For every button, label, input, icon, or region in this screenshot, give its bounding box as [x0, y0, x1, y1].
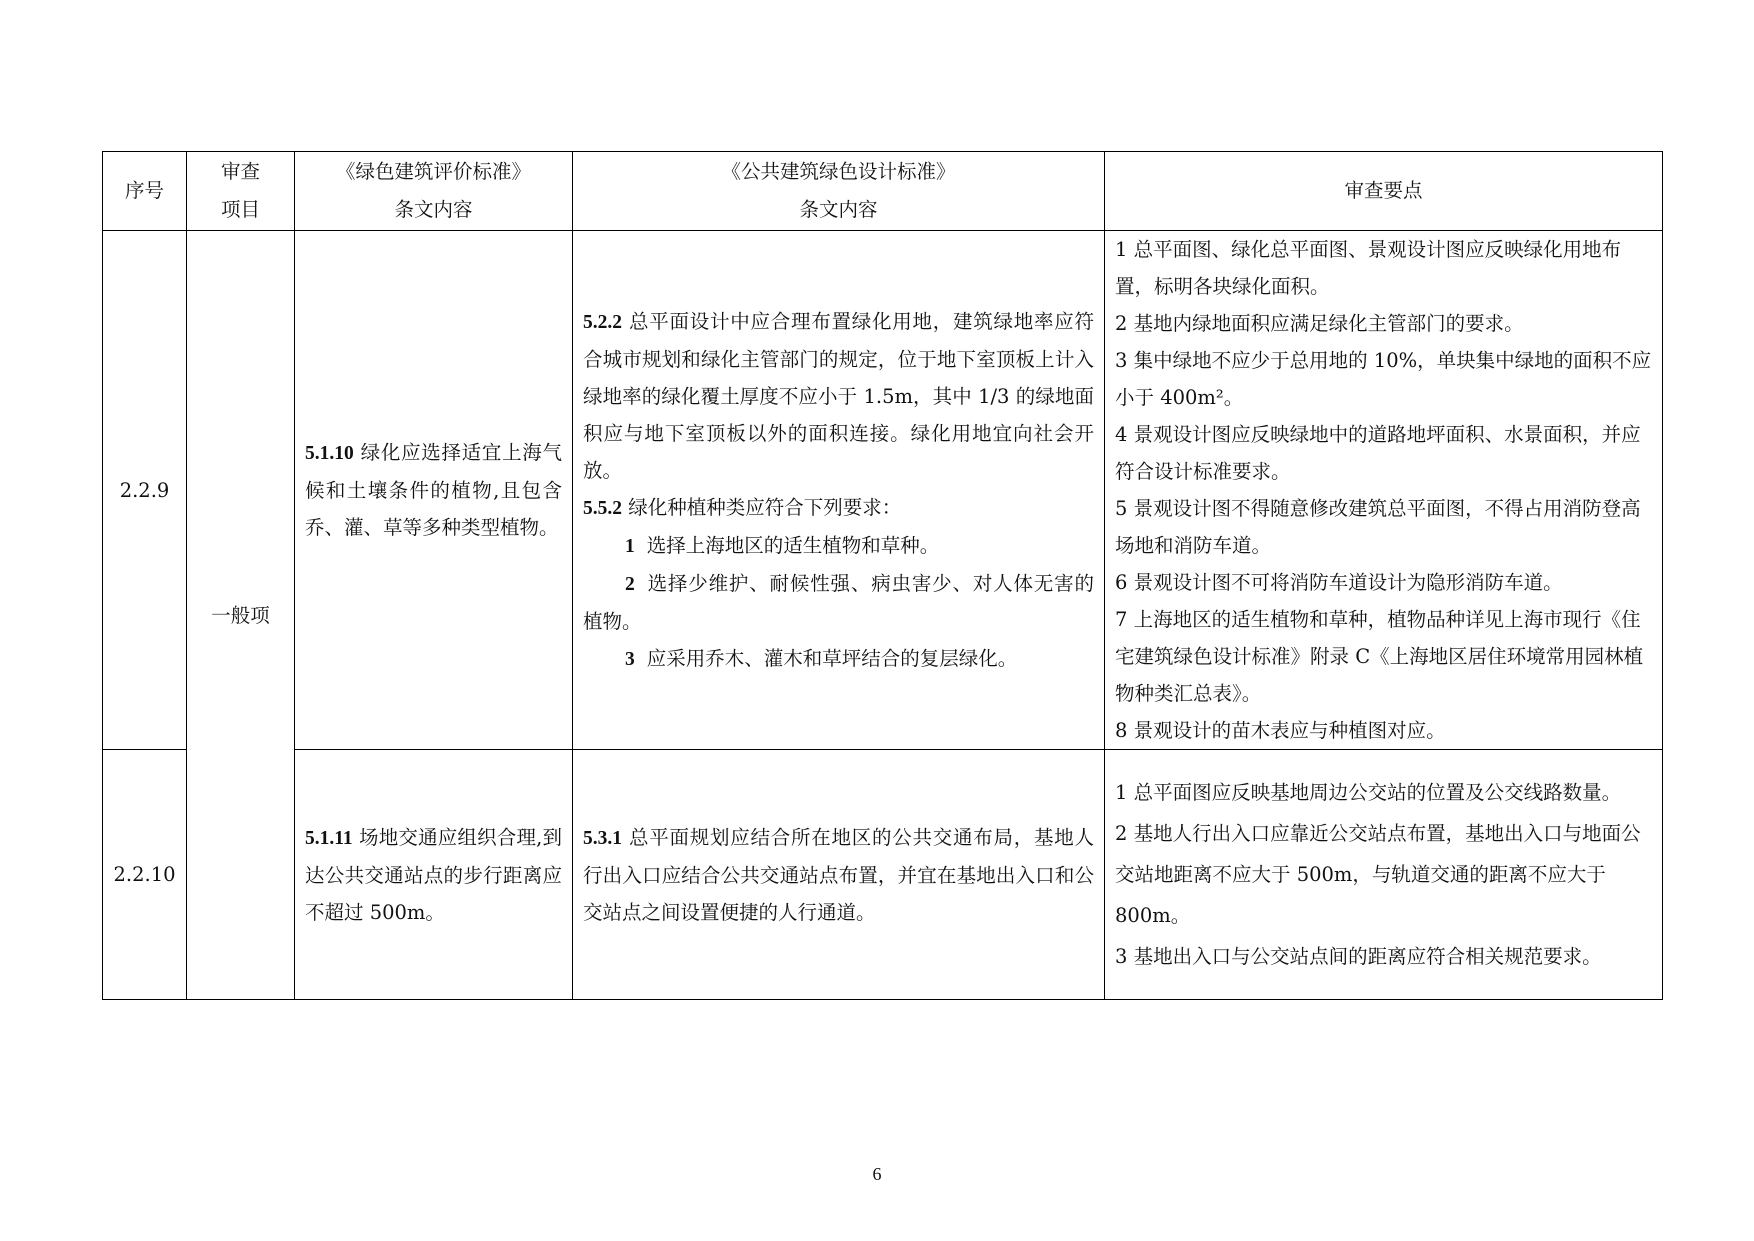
public-clause-paragraph: [583, 489, 1094, 527]
header-item: [187, 152, 295, 231]
review-point: 3 基地出入口与公交站点间的距离应符合相关规范要求。: [1115, 945, 1602, 968]
review-point: 1 总平面图应反映基地周边公交站的位置及公交线路数量。: [1115, 781, 1622, 804]
page-number: 6: [872, 1164, 882, 1184]
item-number: 2: [625, 573, 635, 595]
clause-text: 场地交通应组织合理,到达公共交通站点的步行距离应不超过 500m。: [305, 825, 562, 924]
review-point: 2 基地内绿地面积应满足绿化主管部门的要求。: [1115, 312, 1524, 335]
header-green-standard: [295, 152, 573, 231]
header-public-standard-sub: 条文内容: [799, 198, 878, 221]
review-points: [1105, 750, 1663, 1000]
table-header-row: [103, 152, 1663, 231]
public-clause: [573, 750, 1105, 1000]
table-row: [103, 750, 1663, 1000]
item-text: 应采用乔木、灌木和草坪结合的复层绿化。: [646, 646, 1018, 670]
header-public-standard: [573, 152, 1105, 231]
review-point: 8 景观设计的苗木表应与种植图对应。: [1115, 719, 1446, 742]
header-green-standard-title: 《绿色建筑评价标准》: [335, 160, 531, 183]
review-point: 2 基地人行出入口应靠近公交站点布置，基地出入口与地面公交站地距离不应大于 500m，与轨道交通的距离不应大于 800m。: [1115, 822, 1641, 927]
row-seq: 2.2.9: [103, 231, 187, 750]
review-point: 6 景观设计图不可将消防车道设计为隐形消防车道。: [1115, 571, 1563, 594]
category-cell: 一般项: [187, 231, 295, 1000]
header-review-points: 审查要点: [1105, 152, 1663, 231]
header-item-line1: 审查: [220, 160, 260, 183]
item-number: 1: [625, 535, 635, 557]
clause-number: 5.1.11: [305, 827, 353, 849]
clause-text: 总平面规划应结合所在地区的公共交通布局，基地人行出入口应结合公共交通站点布置，并宜在基地出入口和公交站点之间设置便捷的人行通道。: [583, 825, 1094, 924]
item-text: 选择少维护、耐候性强、病虫害少、对人体无害的植物。: [583, 571, 1094, 633]
item-text: 选择上海地区的适生植物和草种。: [646, 533, 940, 557]
public-clause-paragraph: [583, 303, 1094, 489]
green-clause: [295, 231, 573, 750]
public-clause-paragraph: [583, 819, 1094, 931]
clause-number: 5.2.2: [583, 311, 622, 333]
review-point: 4 景观设计图应反映绿地中的道路地坪面积、水景面积，并应符合设计标准要求。: [1115, 423, 1641, 483]
review-point: 7 上海地区的适生植物和草种，植物品种详见上海市现行《住宅建筑绿色设计标准》附录 C《上海地区居住环境常用园林植物种类汇总表》。: [1115, 608, 1644, 705]
green-clause: [295, 750, 573, 1000]
public-clause: [573, 231, 1105, 750]
public-clause-item: [583, 640, 1094, 678]
header-green-standard-sub: 条文内容: [394, 198, 473, 221]
table-row: [103, 231, 1663, 750]
clause-number: 5.5.2: [583, 497, 622, 519]
public-clause-item: [583, 527, 1094, 565]
header-item-line2: 项目: [220, 198, 260, 221]
public-clause-item: [583, 565, 1094, 640]
clause-text: 总平面设计中应合理布置绿化用地，建筑绿地率应符合城市规划和绿化主管部门的规定，位于地下室顶板上计入绿地率的绿化覆土厚度不应小于 1.5m，其中 1/3 的绿地面积应与地下室顶板以外的面积连接。绿化用地宜向社会开放。: [583, 309, 1094, 482]
item-number: 3: [625, 648, 635, 670]
clause-text: 绿化应选择适宜上海气候和土壤条件的植物,且包含乔、灌、草等多种类型植物。: [305, 441, 562, 539]
header-seq: 序号: [103, 152, 187, 231]
review-points: [1105, 231, 1663, 750]
row-seq: 2.2.10: [103, 750, 187, 1000]
review-point: 3 集中绿地不应少于总用地的 10%，单块集中绿地的面积不应小于 400m²。: [1115, 349, 1652, 409]
review-point: 5 景观设计图不得随意修改建筑总平面图，不得占用消防登高场地和消防车道。: [1115, 497, 1641, 557]
review-point: 1 总平面图、绿化总平面图、景观设计图应反映绿化用地布置，标明各块绿化面积。: [1115, 238, 1622, 298]
header-public-standard-title: 《公共建筑绿色设计标准》: [721, 160, 956, 183]
clause-number: 5.3.1: [583, 827, 622, 849]
clause-text: 绿化种植种类应符合下列要求：: [622, 495, 902, 519]
clause-number: 5.1.10: [305, 443, 354, 464]
review-table: [102, 151, 1663, 1000]
